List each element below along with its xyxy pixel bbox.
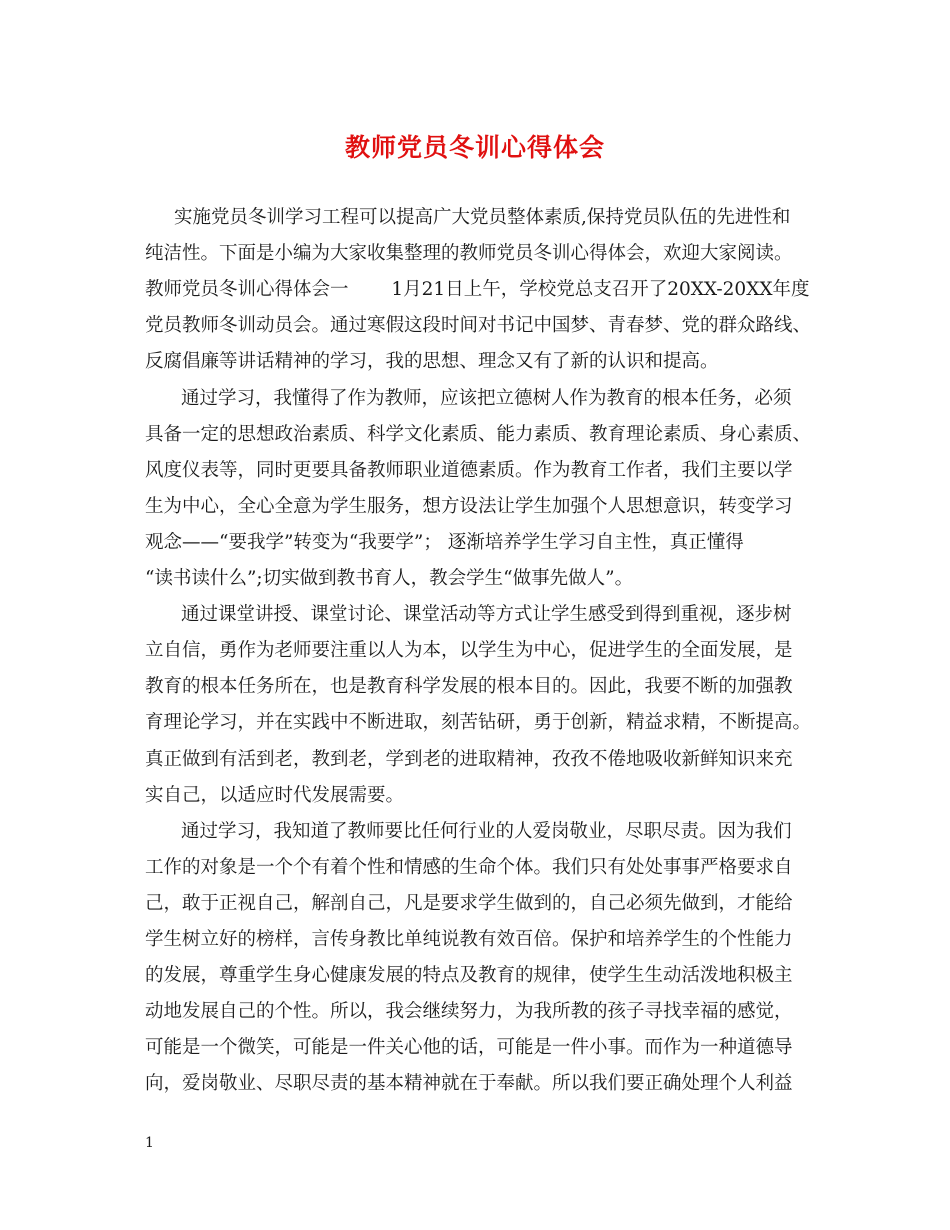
body-line: 工作的对象是一个个有着个性和情感的生命个体。我们只有处处事事严格要求自 [145, 856, 793, 878]
body-line: 可能是一个微笑，可能是一件关心他的话，可能是一件小事。而作为一种道德导 [145, 1037, 793, 1059]
body-line: 教师党员冬训心得体会一 1月21日上午，学校党总支召开了20XX-20XX年度 [145, 279, 810, 301]
body-line: 立自信，勇作为老师要注重以人为本，以学生为中心，促进学生的全面发展，是 [145, 640, 793, 662]
page-number: 1 [145, 1135, 154, 1151]
body-line: 动地发展自己的个性。所以，我会继续努力，为我所教的孩子寻找幸福的感觉， [145, 1001, 793, 1023]
body-line: 教育的根本任务所在，也是教育科学发展的根本目的。因此，我要不断的加强教 [145, 676, 793, 698]
body-line: 实自己，以适应时代发展需要。 [145, 784, 405, 806]
body-line: 反腐倡廉等讲话精神的学习，我的思想、理念又有了新的认识和提高。 [145, 351, 719, 373]
body-line: 育理论学习，并在实践中不断进取，刻苦钻研，勇于创新，精益求精，不断提高。 [145, 712, 812, 734]
body-line: 纯洁性。下面是小编为大家收集整理的教师党员冬训心得体会，欢迎大家阅读。 [145, 243, 793, 265]
document-title: 教师党员冬训心得体会 [344, 133, 605, 162]
body-line: 党员教师冬训动员会。通过寒假这段时间对书记中国梦、青春梦、党的群众路线、 [145, 315, 812, 337]
body-line: 真正做到有活到老，教到老，学到老的进取精神，孜孜不倦地吸收新鲜知识来充 [145, 748, 793, 770]
body-line: 风度仪表等，同时更要具备教师职业道德素质。作为教育工作者，我们主要以学 [145, 459, 793, 481]
body-line: 通过课堂讲授、课堂讨论、课堂活动等方式让学生感受到得到重视，逐步树 [181, 604, 792, 626]
body-line: 学生树立好的榜样，言传身教比单纯说教有效百倍。保护和培养学生的个性能力 [145, 929, 793, 950]
body-line: “读书读什么”;切实做到教书育人，教会学生“做事先做人”。 [145, 568, 634, 589]
body-line: 通过学习，我知道了教师要比任何行业的人爱岗敬业，尽职尽责。因为我们 [181, 820, 792, 842]
body-line: 具备一定的思想政治素质、科学文化素质、能力素质、教育理论素质、身心素质、 [145, 423, 812, 445]
body-line: 向，爱岗敬业、尽职尽责的基本精神就在于奉献。所以我们要正确处理个人利益 [145, 1073, 793, 1095]
body-line: 生为中心，全心全意为学生服务，想方设法让学生加强个人思想意识，转变学习 [145, 495, 793, 517]
body-line: 通过学习，我懂得了作为教师，应该把立德树人作为教育的根本任务，必须 [181, 387, 792, 409]
body-line: 己，敢于正视自己，解剖自己，凡是要求学生做到的，自己必须先做到，才能给 [145, 892, 793, 914]
body-line: 观念——“要我学”转变为“我要学”； 逐渐培养学生学习自主性，真正懂得 [145, 531, 744, 553]
body-line: 的发展，尊重学生身心健康发展的特点及教育的规律，使学生生动活泼地积极主 [145, 965, 793, 987]
body-line: 实施党员冬训学习工程可以提高广大党员整体素质,保持党员队伍的先进性和 [174, 207, 791, 228]
